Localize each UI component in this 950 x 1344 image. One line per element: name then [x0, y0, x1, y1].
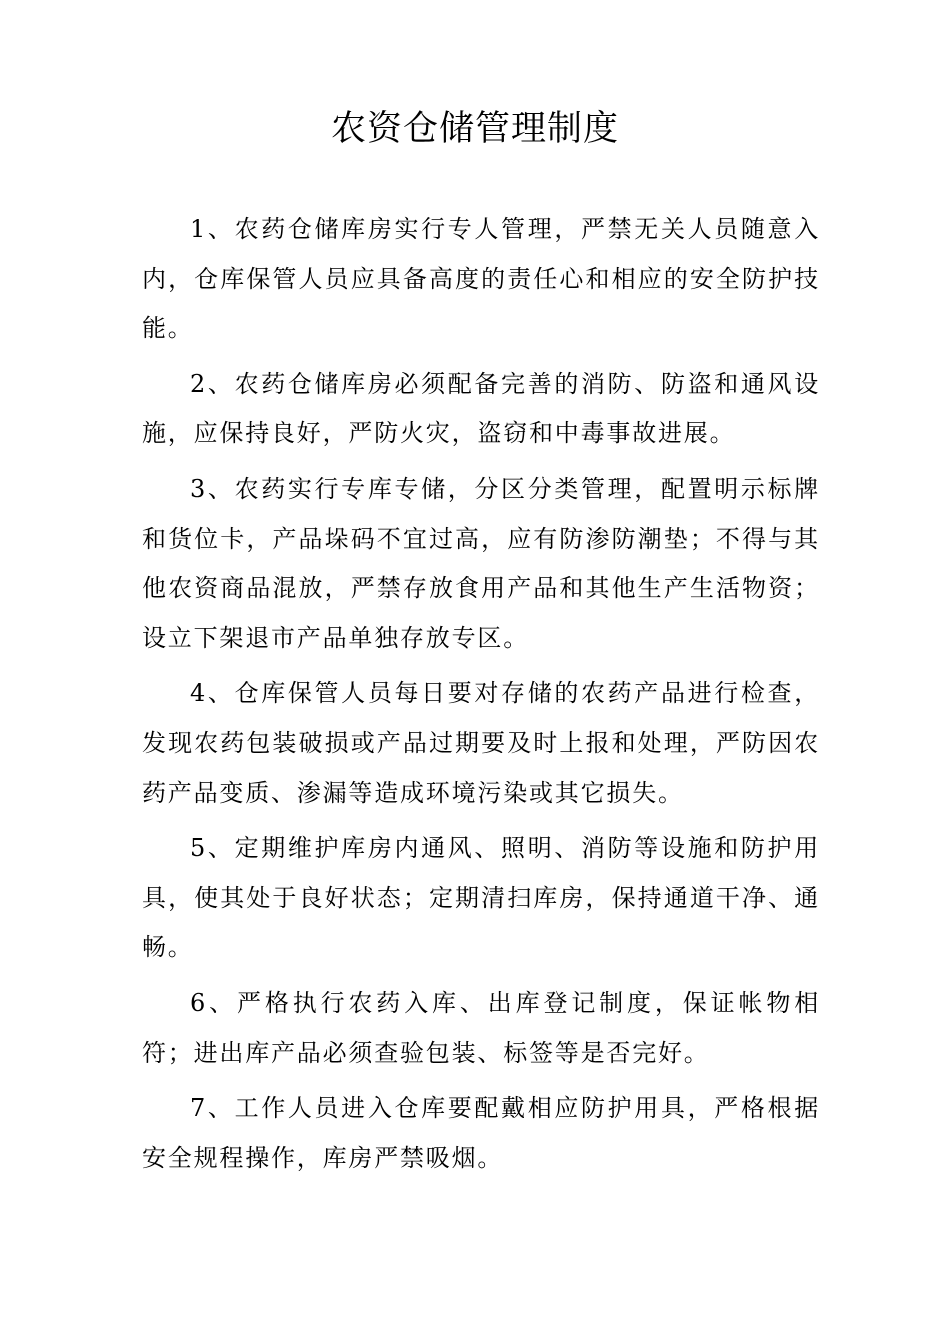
clause-3: 3、农药实行专库专储，分区分类管理，配置明示标牌和货位卡，产品垛码不宜过高，应有防渗防潮垫；不得与其他农资商品混放，严禁存放食用产品和其他生产生活物资；设立下架退市产品单独存放专区。: [142, 474, 820, 652]
clause-7: 7、工作人员进入仓库要配戴相应防护用具，严格根据安全规程操作，库房严禁吸烟。: [142, 1094, 820, 1172]
clause-2: 2、农药仓储库房必须配备完善的消防、防盗和通风设施，应保持良好，严防火灾，盗窃和中毒事故进展。: [142, 369, 820, 448]
clause-5: 5、定期维护库房内通风、照明、消防等设施和防护用具，使其处于良好状态；定期清扫库房，保持通道干净、通畅。: [142, 834, 820, 962]
clause-4: 4、仓库保管人员每日要对存储的农药产品进行检查，发现农药包装破损或产品过期要及时上报和处理，严防因农药产品变质、渗漏等造成环境污染或其它损失。: [142, 679, 820, 807]
clause-1: 1、农药仓储库房实行专人管理，严禁无关人员随意入内，仓库保管人员应具备高度的责任心和相应的安全防护技能。: [142, 215, 820, 343]
clause-list: [142, 205, 820, 1189]
clause-6: 6、严格执行农药入库、出库登记制度，保证帐物相符；进出库产品必须查验包装、标签等是否完好。: [142, 988, 820, 1067]
document-title: 农资仓储管理制度: [330, 109, 619, 149]
